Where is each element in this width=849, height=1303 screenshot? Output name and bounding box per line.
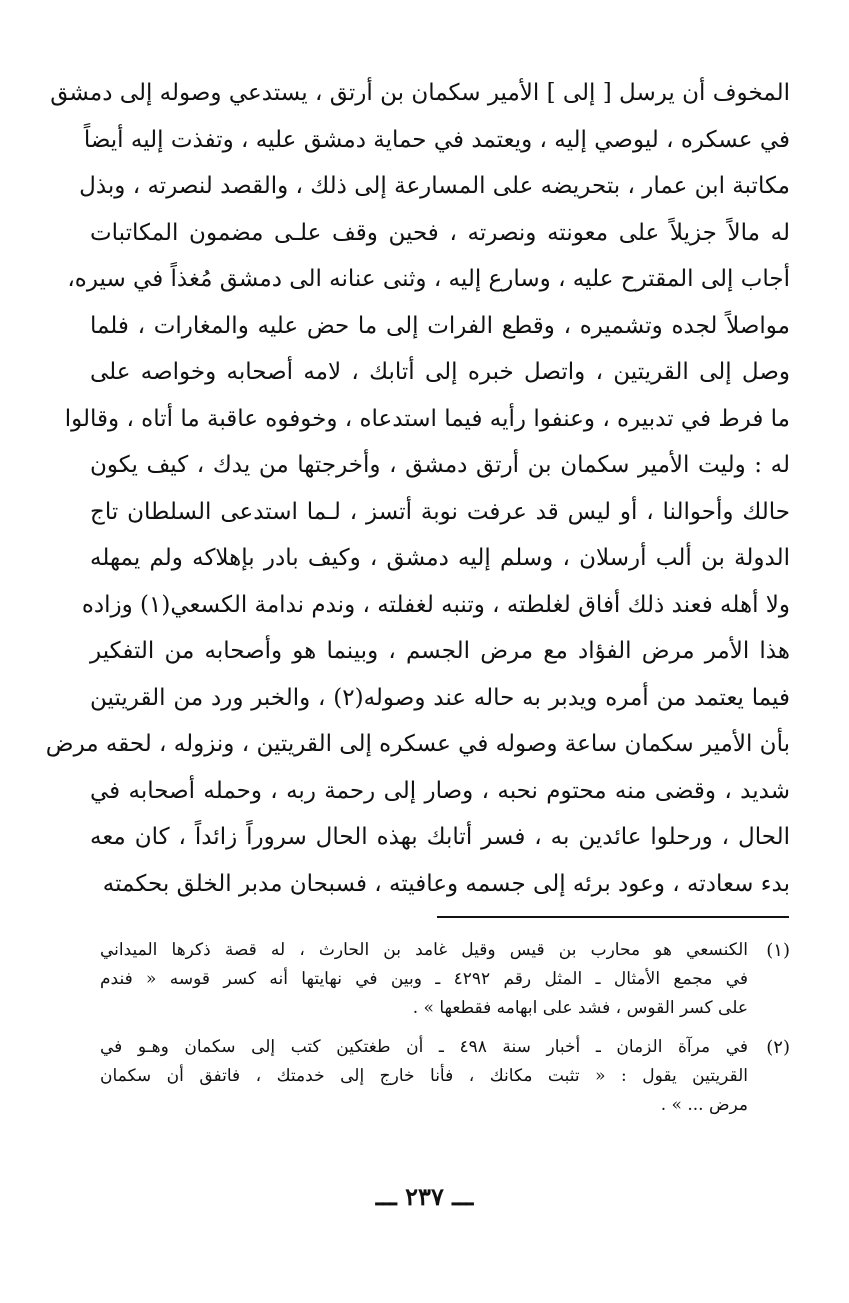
text-line: الحال ، ورحلوا عائدين به ، فسر أتابك بهذه الحال سروراً زائداً ، كان معه: [90, 824, 790, 850]
footnote-line: الكنسعي هو محارب بن قيس وقيل غامد بن الحارث ، له قصة ذكرها الميداني: [100, 940, 748, 960]
text-line: شديد ، وقضى منه محتوم نحبه ، وصار إلى رحمة ربه ، وحمله أصحابه في: [90, 777, 790, 804]
footnote: [100, 1033, 790, 1120]
text-line: الدولة بن ألب أرسلان ، وسلم إليه دمشق ، وكيف بادر بإهلاكه ولم يمهله: [90, 545, 790, 571]
text-line: ولا أهله فعند ذلك أفاق لغلطته ، وتنبه لغفلته ، وندم ندامة الكسعي(١) وزاده: [81, 591, 790, 618]
text-line: مواصلاً لجده وتشميره ، وقطع الفرات إلى ما حض عليه والمغارات ، فلما: [90, 312, 790, 339]
text-line: مكاتبة ابن عمار ، بتحريضه على المسارعة إلى ذلك ، والقصد لنصرته ، وبذل: [79, 173, 790, 199]
footnote-line: في مجمع الأمثال ـ المثل رقم ٤٢٩٢ ـ وبين في نهايتها أنه كسر قوسه « فندم: [100, 969, 748, 989]
footnote-line: القريتين يقول : « تثبت مكانك ، فأنا خارج إلى خدمتك ، فاتفق أن سكمان: [100, 1066, 748, 1086]
text-line: بدء سعادته ، وعود برئه إلى جسمه وعافيته ، فسبحان مدبر الخلق بحكمته: [102, 870, 790, 897]
footnote-separator: [437, 916, 789, 918]
footnote-line: مرض ... » .: [660, 1095, 748, 1115]
page-number: ـــ ٢٣٧ ـــ: [375, 1182, 474, 1211]
text-line: له : وليت الأمير سكمان بن أرتق دمشق ، وأخرجتها من يدك ، كيف يكون: [90, 452, 790, 478]
text-line: المخوف أن يرسل [ إلى ] الأمير سكمان بن أرتق ، يستدعي وصوله إلى دمشق: [50, 80, 790, 106]
footnote-line: على كسر القوس ، فشد على ابهامه فقطعها » .: [412, 998, 748, 1018]
footnotes: [100, 936, 790, 1130]
text-line: هذا الأمر مرض الفؤاد مع مرض الجسم ، وبينما هو وأصحابه من التفكير: [90, 638, 790, 664]
footnote: [100, 936, 790, 1023]
text-line: ما فرط في تدبيره ، وعنفوا رأيه فيما استدعاه ، وخوفوه عاقبة ما أتاه ، وقالوا: [64, 405, 790, 432]
text-line: له مالاً جزيلاً على معونته ونصرته ، فحين وقف علـى مضمون المكاتبات: [90, 219, 790, 246]
text-line: أجاب إلى المقترح عليه ، وسارع إليه ، وثنى عنانه الى دمشق مُغذاً في سيره،: [67, 266, 790, 292]
text-line: فيما يعتمد من أمره ويدبر به حاله عند وصوله(٢) ، والخبر ورد من القريتين: [90, 684, 790, 711]
text-line: في عسكره ، ليوصي إليه ، ويعتمد في حماية دمشق عليه ، وتفذت إليه أيضاً: [83, 126, 790, 153]
text-line: بأن الأمير سكمان ساعة وصوله في عسكره إلى القريتين ، ونزوله ، لحقه مرض: [45, 731, 790, 757]
main-text: [45, 70, 790, 907]
footnote-text: [100, 1033, 748, 1120]
footnote-text: [100, 936, 748, 1023]
footnote-line: في مرآة الزمان ـ أخبار سنة ٤٩٨ ـ أن طغتكين كتب إلى سكمان وهـو في: [100, 1037, 748, 1057]
text-line: وصل إلى القريتين ، واتصل خبره إلى أتابك ، لامه أصحابه وخواصه على: [90, 359, 790, 385]
footnote-number: (٢): [766, 1037, 790, 1058]
footnote-number: (١): [766, 940, 790, 961]
text-line: حالك وأحوالنا ، أو ليس قد عرفت نوبة أتسز ، لـما استدعى السلطان تاج: [90, 498, 790, 525]
